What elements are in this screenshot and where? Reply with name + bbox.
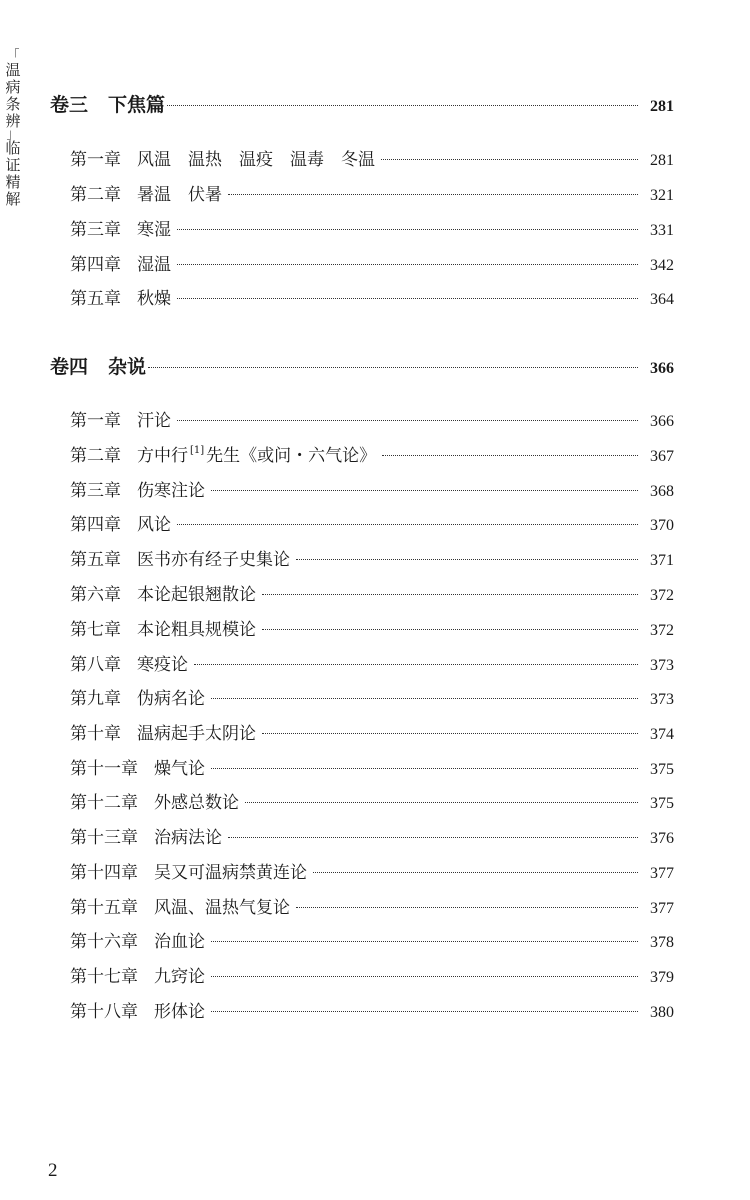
page-ref: 372: [650, 622, 674, 639]
dot-leader: [262, 629, 638, 630]
toc-entry[interactable]: [70, 927, 674, 953]
toc-entry[interactable]: [70, 215, 674, 241]
dot-leader: [228, 194, 638, 195]
page-number: 2: [48, 1160, 58, 1181]
page-ref: 377: [650, 900, 674, 917]
chapter-title: 寒湿: [137, 220, 171, 240]
page-ref: 370: [650, 517, 674, 534]
page-ref: 380: [650, 1004, 674, 1021]
toc-entry[interactable]: [70, 684, 674, 710]
chapter-title: 本论起银翘散论: [137, 585, 256, 605]
toc-entry[interactable]: [70, 250, 674, 276]
chapter-title: 形体论: [154, 1002, 205, 1022]
chapter-title: 燥气论: [154, 759, 205, 779]
toc-entry[interactable]: [70, 284, 674, 310]
toc-entry[interactable]: [70, 510, 674, 536]
chapter-number: 第二章: [70, 446, 121, 466]
page-ref: 376: [650, 830, 674, 847]
chapter-title: 治血论: [154, 932, 205, 952]
dot-leader: [177, 229, 638, 230]
chapter-title: 伪病名论: [137, 689, 205, 709]
chapter-number: 第五章: [70, 289, 121, 309]
toc-entry[interactable]: [70, 962, 674, 988]
dot-leader: [211, 698, 638, 699]
chapter-number: 第十六章: [70, 932, 138, 952]
page-ref: 378: [650, 934, 674, 951]
page-ref: 371: [650, 552, 674, 569]
chapter-number: 第二章: [70, 185, 121, 205]
volume-number: 卷三: [50, 94, 89, 116]
toc-entry[interactable]: [70, 997, 674, 1023]
running-head-char: 条: [5, 95, 21, 113]
close-bracket: 」: [6, 127, 20, 142]
page-ref: 374: [650, 726, 674, 743]
chapter-title: 本论粗具规模论: [137, 620, 256, 640]
dot-leader: [211, 941, 638, 942]
chapter-title: 风温 温热 温疫 温毒 冬温: [137, 150, 375, 170]
chapter-title: 九窍论: [154, 967, 205, 987]
running-head-char: 病: [5, 78, 21, 96]
page-ref: 331: [650, 222, 674, 239]
toc-entry[interactable]: [70, 441, 674, 467]
toc-entry[interactable]: [70, 406, 674, 432]
toc-entry[interactable]: [70, 145, 674, 171]
chapter-number: 第五章: [70, 550, 121, 570]
toc-entry[interactable]: [70, 476, 674, 502]
dot-leader: [382, 455, 638, 456]
chapter-title: 湿温: [137, 255, 171, 275]
dot-leader: [296, 559, 638, 560]
chapter-title: 外感总数论: [154, 793, 239, 813]
chapter-title: 伤寒注论: [137, 481, 205, 501]
page-ref: 366: [650, 413, 674, 430]
dot-leader: [167, 105, 638, 106]
chapter-number: 第一章: [70, 150, 121, 170]
chapter-number: 第四章: [70, 255, 121, 275]
page-ref: 379: [650, 969, 674, 986]
running-head-char: 临: [5, 139, 21, 157]
dot-leader: [177, 264, 638, 265]
chapter-number: 第九章: [70, 689, 121, 709]
chapter-number: 第三章: [70, 220, 121, 240]
dot-leader: [313, 872, 638, 873]
chapter-number: 第七章: [70, 620, 121, 640]
chapter-title: [137, 441, 376, 466]
chapter-number: 第十四章: [70, 863, 138, 883]
dot-leader: [177, 420, 638, 421]
chapter-number: 第十七章: [70, 967, 138, 987]
dot-leader: [211, 490, 638, 491]
volume-title: 杂说: [108, 356, 147, 378]
toc-entry[interactable]: [70, 893, 674, 919]
dot-leader: [211, 768, 638, 769]
page-ref: 281: [650, 98, 674, 115]
chapter-number: 第三章: [70, 481, 121, 501]
toc-entry[interactable]: [70, 580, 674, 606]
page-ref: 373: [650, 657, 674, 674]
page-ref: 342: [650, 257, 674, 274]
chapter-title: 治病法论: [154, 828, 222, 848]
page-ref: 373: [650, 691, 674, 708]
chapter-title: 吴又可温病禁黄连论: [154, 863, 307, 883]
chapter-title: 寒疫论: [137, 655, 188, 675]
chapter-title: 医书亦有经子史集论: [137, 550, 290, 570]
chapter-title: 风论: [137, 515, 171, 535]
dot-leader: [177, 298, 638, 299]
running-head-char: 辨: [5, 112, 21, 130]
chapter-number: 第六章: [70, 585, 121, 605]
page-ref: 368: [650, 483, 674, 500]
page-ref: 321: [650, 187, 674, 204]
toc-volume-3[interactable]: [50, 90, 674, 116]
volume-title: 下焦篇: [108, 94, 166, 116]
chapter-title: 汗论: [137, 411, 171, 431]
toc-entry[interactable]: [70, 823, 674, 849]
dot-leader: [148, 367, 638, 368]
open-bracket: 「: [6, 49, 20, 64]
dot-leader: [211, 1011, 638, 1012]
chapter-number: 第十三章: [70, 828, 138, 848]
chapter-title-part: 先生《或问・六气论》: [206, 446, 377, 466]
page-ref: 377: [650, 865, 674, 882]
toc-entry[interactable]: [70, 545, 674, 571]
chapter-title-part: 方中行: [137, 446, 188, 466]
chapter-number: 第十八章: [70, 1002, 138, 1022]
chapter-number: 第十一章: [70, 759, 138, 779]
toc-entry[interactable]: [70, 650, 674, 676]
toc-entry[interactable]: [70, 788, 674, 814]
toc-entry[interactable]: [70, 719, 674, 745]
page-ref: 366: [650, 360, 674, 377]
page-ref: 281: [650, 152, 674, 169]
running-head-char: 证: [5, 156, 21, 174]
toc-entry[interactable]: [70, 858, 674, 884]
dot-leader: [262, 594, 638, 595]
dot-leader: [177, 524, 638, 525]
dot-leader: [262, 733, 638, 734]
chapter-number: 第八章: [70, 655, 121, 675]
volume-number: 卷四: [50, 356, 89, 378]
chapter-number: 第十五章: [70, 898, 138, 918]
chapter-number: 第一章: [70, 411, 121, 431]
dot-leader: [296, 907, 638, 908]
chapter-number: 第四章: [70, 515, 121, 535]
dot-leader: [245, 802, 638, 803]
page-ref: 375: [650, 795, 674, 812]
chapter-title: 秋燥: [137, 289, 171, 309]
dot-leader: [194, 664, 638, 665]
dot-leader: [381, 159, 638, 160]
running-head-char: 解: [5, 190, 21, 208]
chapter-title: 暑温 伏暑: [137, 185, 222, 205]
chapter-title: 温病起手太阴论: [137, 724, 256, 744]
chapter-number: 第十章: [70, 724, 121, 744]
running-head-book-title: [4, 49, 22, 208]
footnote-marker[interactable]: [1]: [190, 445, 205, 456]
toc-entry[interactable]: [70, 180, 674, 206]
chapter-number: 第十二章: [70, 793, 138, 813]
toc-volume-4[interactable]: [50, 352, 674, 378]
dot-leader: [228, 837, 638, 838]
page-ref: 367: [650, 448, 674, 465]
chapter-title: 风温、温热气复论: [154, 898, 290, 918]
toc-entry[interactable]: [70, 615, 674, 641]
page-ref: 372: [650, 587, 674, 604]
running-head-char: 精: [5, 173, 21, 191]
running-head-char: 温: [5, 61, 21, 79]
page-ref: 375: [650, 761, 674, 778]
toc-entry[interactable]: [70, 754, 674, 780]
dot-leader: [211, 976, 638, 977]
page-ref: 364: [650, 291, 674, 308]
